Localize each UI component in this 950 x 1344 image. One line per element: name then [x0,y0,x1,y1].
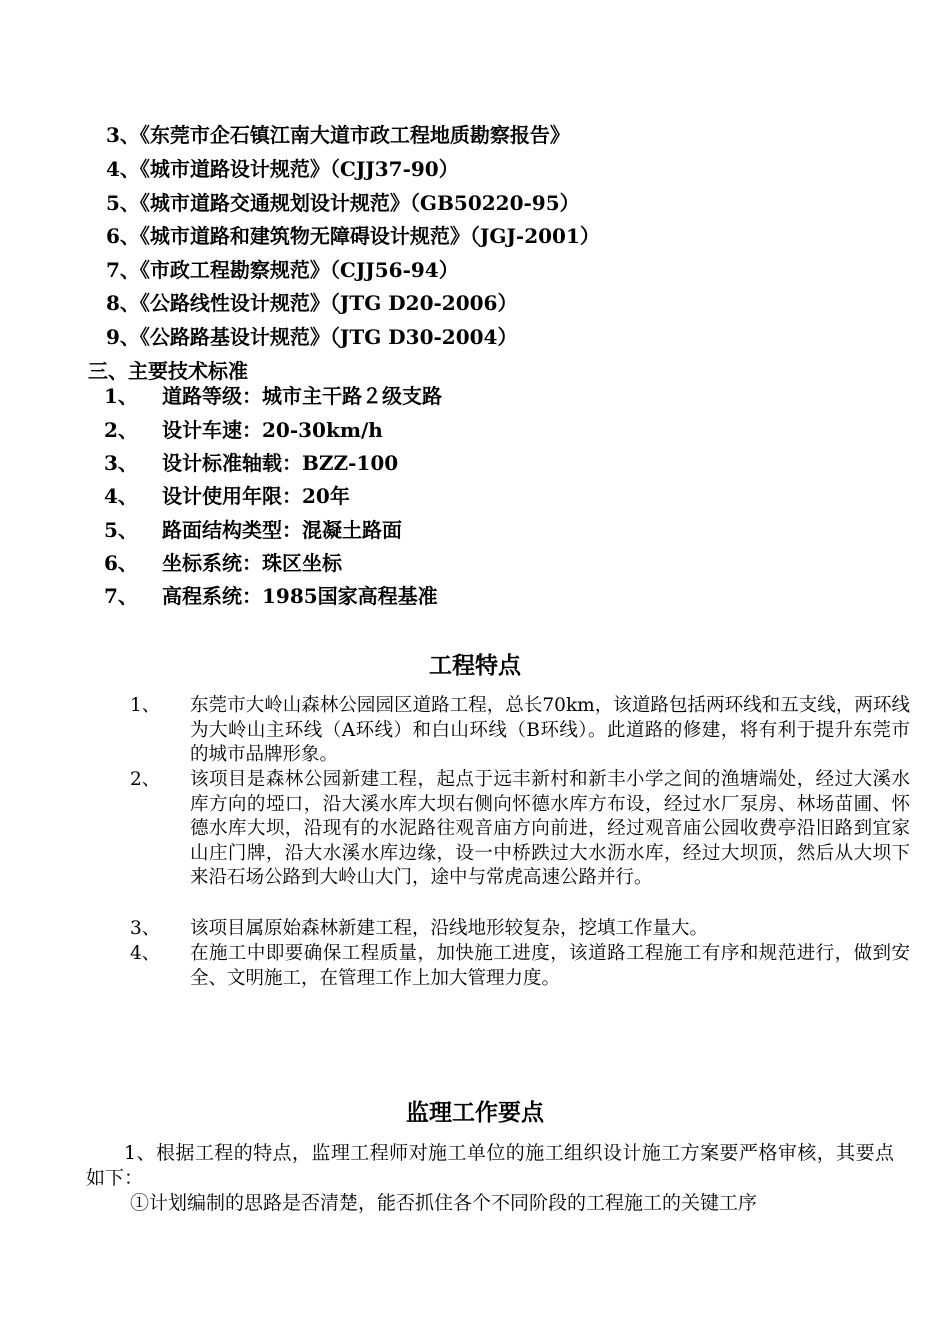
feature-number: 1、 [130,695,161,716]
feature-item [90,942,910,991]
standard-text: 坐标系统：珠区坐标 [162,551,342,575]
feature-text: 东莞市大岭山森林公园园区道路工程，总长70km，该道路包括两环线和五支线，两环线为大岭山主环线（A环线）和白山环线（B环线）。此道路的修建，将有利于提升东莞市的城市品牌形象。 [190,695,910,765]
reference-item: 6、《城市道路和建筑物无障碍设计规范》（JGJ-2001） [106,224,600,248]
supervision-paragraph: ①计划编制的思路是否清楚，能否抓住各个不同阶段的工程施工的关键工序 [130,1192,758,1214]
reference-item: 3、《东莞市企石镇江南大道市政工程地质勘察报告》 [106,123,570,147]
standard-text: 设计标准轴载：BZZ-100 [162,451,399,475]
feature-text: 该项目属原始森林新建工程，沿线地形较复杂，挖填工作量大。 [190,918,709,939]
feature-item [90,694,910,768]
reference-item: 9、《公路路基设计规范》（JTG D30-2004） [106,325,518,349]
feature-text: 在施工中即要确保工程质量，加快施工进度，该道路工程施工有序和规范进行，做到安全、文明施工，在管理工作上加大管理力度。 [190,943,910,989]
reference-item: 5、《城市道路交通规划设计规范》（GB50220-95） [106,191,580,215]
section-heading: 三、主要技术标准 [88,359,248,383]
feature-number: 4、 [130,943,161,964]
features-title: 工程特点 [429,652,521,679]
standard-number: 2、 [104,418,138,442]
supervision-title: 监理工作要点 [406,1099,544,1126]
feature-text: 该项目是森林公园新建工程，起点于远丰新村和新丰小学之间的渔塘端处，经过大溪水库方向的埡口，沿大溪水库大坝右侧向怀德水库方布设，经过水厂泵房、林场苗圃、怀德水库大坝，沿现有的水泥路往观音庙方向前进，经过观音庙公园收费亭沿旧路到宜家山庄门牌，沿大水溪水库边缘，设一中桥跌过大水沥水库，经过大坝顶，然后从大坝下来沿石场公路到大岭山大门，途中与常虎高速公路并行。 [190,769,910,888]
standard-number: 3、 [104,451,138,475]
standard-number: 1、 [104,384,138,408]
feature-item [90,917,910,942]
reference-item: 8、《公路线性设计规范》（JTG D20-2006） [106,291,518,315]
standard-text: 高程系统：1985国家高程基准 [162,584,438,608]
standard-number: 5、 [104,518,138,542]
standard-text: 设计使用年限：20年 [162,484,350,508]
standard-text: 道路等级：城市主干路２级支路 [162,384,442,408]
feature-number: 2、 [130,769,161,790]
standard-number: 4、 [104,484,138,508]
standard-text: 路面结构类型：混凝土路面 [162,518,402,542]
reference-item: 7、《市政工程勘察规范》（CJJ56-94） [106,258,459,282]
standard-text: 设计车速：20-30km/h [162,418,383,442]
reference-item: 4、《城市道路设计规范》（CJJ37-90） [106,157,459,181]
standard-number: 7、 [104,584,138,608]
feature-item [90,768,910,891]
feature-number: 3、 [130,918,161,939]
standard-number: 6、 [104,551,138,575]
supervision-paragraph: 1、根据工程的特点，监理工程师对施工单位的施工组织设计施工方案要严格审核，其要点如下： [86,1142,894,1189]
